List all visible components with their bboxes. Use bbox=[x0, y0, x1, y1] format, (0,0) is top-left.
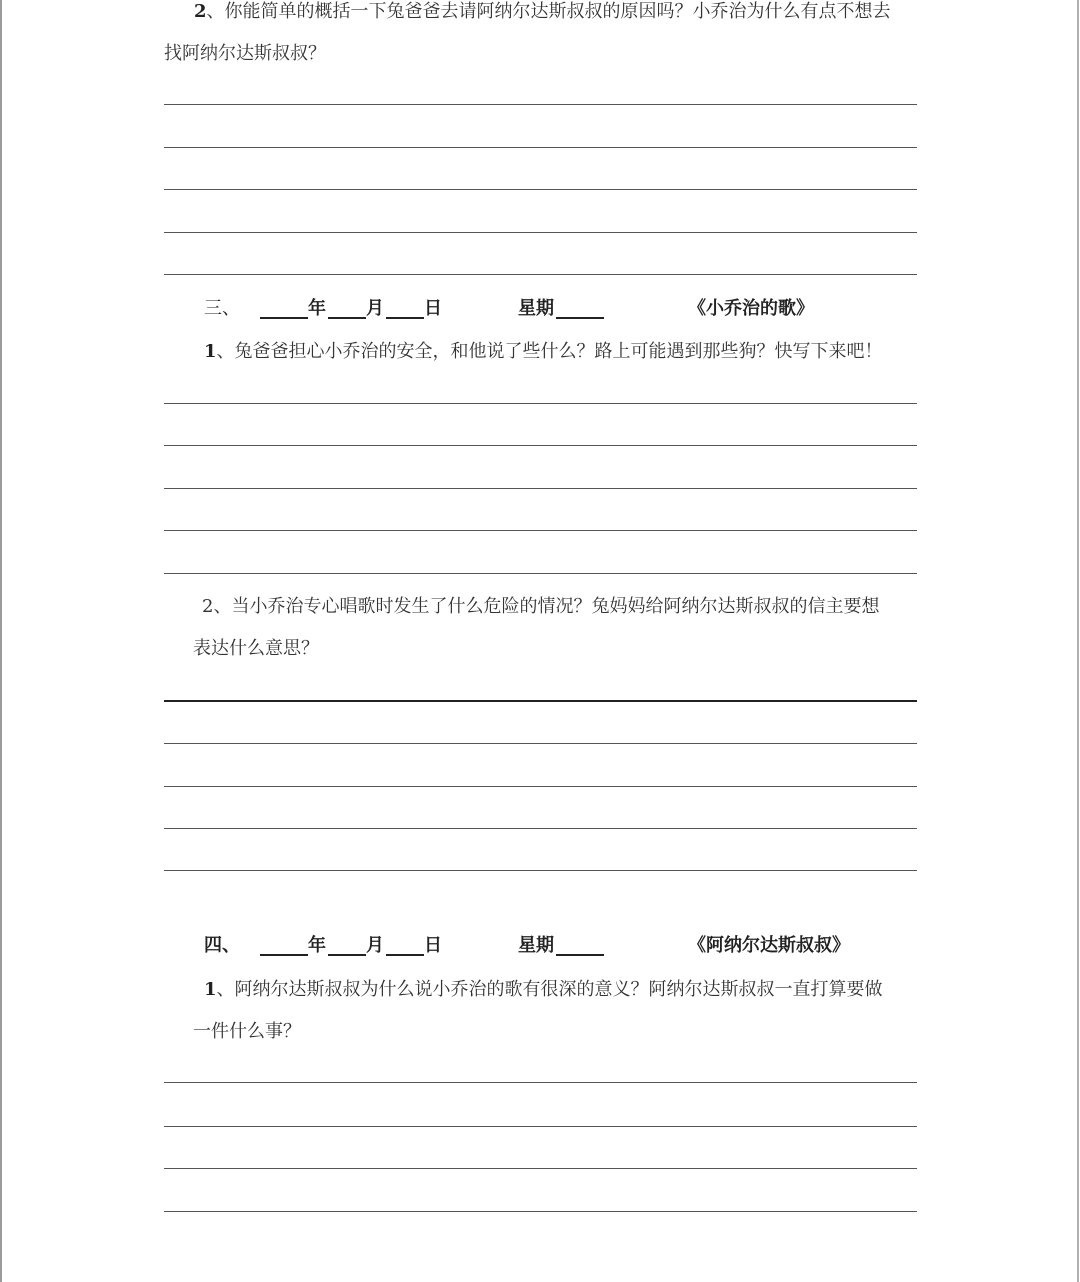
weekday-blank[interactable] bbox=[556, 954, 604, 956]
year-blank[interactable] bbox=[260, 954, 308, 956]
section-4-question-1-line-1 bbox=[204, 980, 883, 1000]
month-blank[interactable] bbox=[328, 954, 366, 956]
question-number: 1 bbox=[204, 979, 217, 1000]
section-4-title: 《阿纳尔达斯叔叔》 bbox=[688, 935, 850, 956]
answer-line[interactable] bbox=[164, 403, 917, 404]
answer-line[interactable] bbox=[164, 1211, 917, 1212]
answer-line[interactable] bbox=[164, 828, 917, 829]
section-4-question-1-line-2: 一件什么事？ bbox=[193, 1021, 301, 1042]
year-label: 年 bbox=[308, 298, 326, 319]
month-label: 月 bbox=[366, 935, 384, 956]
question-text: 、兔爸爸担心小乔治的安全，和他说了些什么？路上可能遇到那些狗？快写下来吧！ bbox=[216, 341, 883, 362]
section-3-numeral: 三、 bbox=[204, 298, 240, 319]
page-edge-right bbox=[1077, 0, 1079, 1282]
answer-line[interactable] bbox=[164, 189, 917, 190]
answer-line[interactable] bbox=[164, 700, 917, 702]
page-edge-left bbox=[0, 0, 2, 1282]
answer-line[interactable] bbox=[164, 1126, 917, 1127]
section-3-title: 《小乔治的歌》 bbox=[688, 298, 814, 319]
year-label: 年 bbox=[308, 935, 326, 956]
day-label: 日 bbox=[424, 298, 442, 319]
weekday-blank[interactable] bbox=[556, 317, 604, 319]
answer-line[interactable] bbox=[164, 786, 917, 787]
answer-line[interactable] bbox=[164, 104, 917, 105]
answer-line[interactable] bbox=[164, 1082, 917, 1083]
section-3-question-1 bbox=[204, 342, 883, 362]
answer-line[interactable] bbox=[164, 232, 917, 233]
month-label: 月 bbox=[366, 298, 384, 319]
question-number: 2 bbox=[194, 1, 207, 22]
question-text: 、你能简单的概括一下兔爸爸去请阿纳尔达斯叔叔的原因吗？小乔治为什么有点不想去 bbox=[206, 1, 891, 22]
section-3-header bbox=[0, 297, 1080, 321]
question-number: 1 bbox=[204, 341, 217, 362]
year-blank[interactable] bbox=[260, 317, 308, 319]
answer-line[interactable] bbox=[164, 488, 917, 489]
month-blank[interactable] bbox=[328, 317, 366, 319]
answer-line[interactable] bbox=[164, 274, 917, 275]
question-text: 、阿纳尔达斯叔叔为什么说小乔治的歌有很深的意义？阿纳尔达斯叔叔一直打算要做 bbox=[216, 979, 883, 1000]
weekday-label: 星期 bbox=[518, 935, 554, 956]
question-2-line-1 bbox=[194, 2, 891, 22]
answer-line[interactable] bbox=[164, 743, 917, 744]
answer-line[interactable] bbox=[164, 530, 917, 531]
question-2-line-2: 找阿纳尔达斯叔叔？ bbox=[164, 43, 326, 64]
section-3-question-2-line-1: 2、当小乔治专心唱歌时发生了什么危险的情况？兔妈妈给阿纳尔达斯叔叔的信主要想 bbox=[202, 596, 880, 617]
answer-line[interactable] bbox=[164, 1168, 917, 1169]
day-blank[interactable] bbox=[386, 954, 424, 956]
answer-line[interactable] bbox=[164, 445, 917, 446]
section-4-numeral: 四、 bbox=[204, 935, 240, 956]
answer-line[interactable] bbox=[164, 573, 917, 574]
section-3-question-2-line-2: 表达什么意思？ bbox=[193, 638, 319, 659]
answer-line[interactable] bbox=[164, 147, 917, 148]
day-blank[interactable] bbox=[386, 317, 424, 319]
day-label: 日 bbox=[424, 935, 442, 956]
answer-line[interactable] bbox=[164, 870, 917, 871]
weekday-label: 星期 bbox=[518, 298, 554, 319]
section-4-header bbox=[0, 934, 1080, 958]
